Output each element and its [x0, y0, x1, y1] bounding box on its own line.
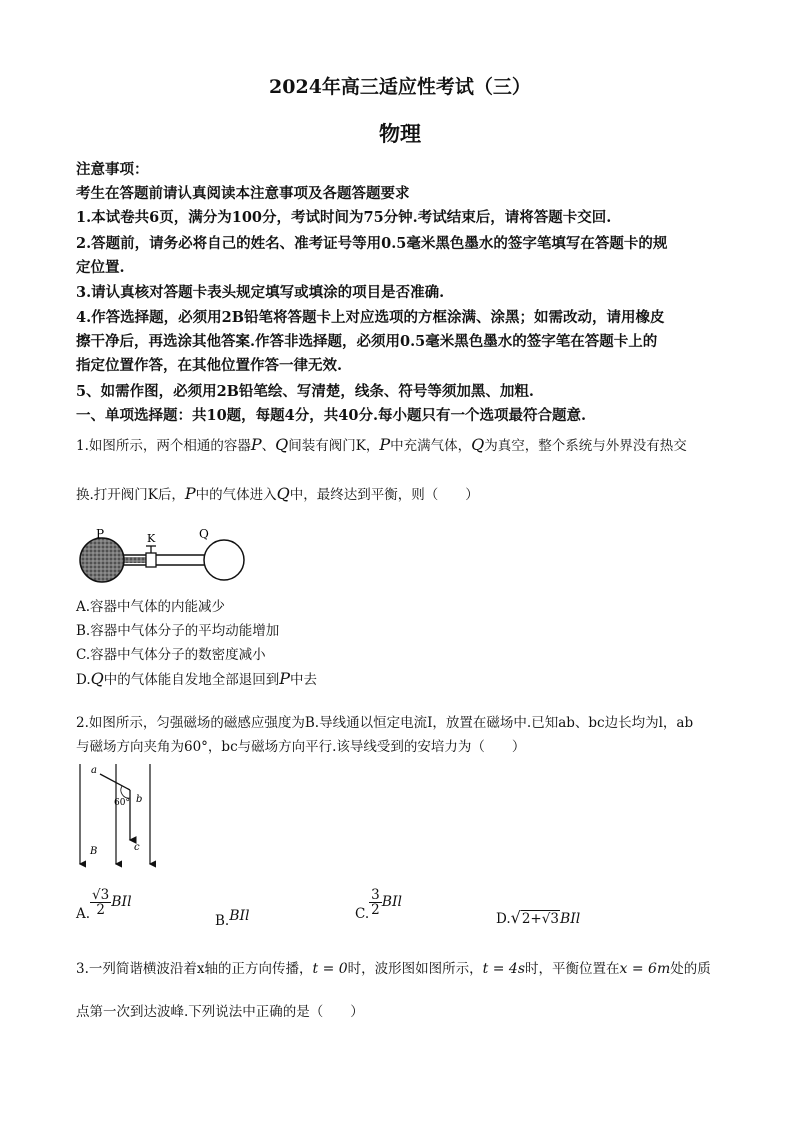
notice-item: 5、如需作图，必须用2B铅笔绘、写清楚，线条、符号等须加黑、加粗.	[76, 383, 534, 400]
exam-title: 2024年高三适应性考试（三）	[269, 76, 531, 98]
label-q: Q	[199, 527, 209, 541]
label-b: b	[136, 794, 143, 805]
q1-line1: 1.如图所示，两个相通的容器P、Q间装有阀门K，P中充满气体，Q为真空，整个系统与外界没有热交	[76, 435, 687, 454]
subject-title: 物理	[379, 121, 421, 146]
notice-item: 3.请认真核对答题卡表头规定填写或填涂的项目是否准确.	[76, 284, 445, 301]
notice-item: 4.作答选择题，必须用2B铅笔将答题卡上对应选项的方框涂满、涂黑；如需改动，请用橡皮	[76, 309, 665, 326]
q2-option-d: D.√2+√3BIl	[496, 908, 581, 927]
notice-heading: 注意事项：	[76, 161, 149, 178]
label-a: a	[91, 765, 97, 776]
notice-item: 1.本试卷共6页，满分为100分，考试时间为75分钟.考试结束后，请将答题卡交回.	[76, 209, 612, 226]
notice-item: 擦干净后，再选涂其他答案.作答非选择题，必须用0.5毫米黑色墨水的签字笔在答题卡上的	[76, 333, 658, 350]
label-p: P	[96, 527, 105, 541]
label-angle: 60°	[114, 798, 130, 808]
q1-container-figure	[74, 526, 254, 591]
q1-option-a: A.容器中气体的内能减少	[76, 599, 226, 615]
q2-line2: 与磁场方向夹角为60°，bc与磁场方向平行.该导线受到的安培力为（ ）	[76, 739, 526, 755]
notice-item: 指定位置作答，在其他位置作答一律无效.	[76, 357, 343, 374]
container-q	[204, 540, 244, 580]
q2-option-c: C. $\frac{3}{2}$ BIl	[355, 887, 403, 922]
q1-option-c: C.容器中气体分子的数密度减小	[76, 647, 266, 663]
valve-k	[146, 553, 156, 567]
q2-option-b: B.BIl	[215, 908, 250, 929]
q2-magnetic-field-figure	[72, 760, 162, 872]
label-c: c	[134, 842, 140, 853]
container-p	[80, 538, 124, 582]
section-title: 一、单项选择题：共10题，每题4分，共40分.每小题只有一个选项最符合题意.	[76, 407, 587, 424]
q2-option-a: A. $\frac{√3}{2}$ BIl	[76, 887, 132, 922]
q1-option-b: B.容器中气体分子的平均动能增加	[76, 623, 280, 639]
q1-option-d: D.Q中的气体能自发地全部退回到P中去	[76, 669, 318, 688]
q3-line2: 点第一次到达波峰.下列说法中正确的是（ ）	[76, 1004, 364, 1020]
notice-item: 定位置.	[76, 259, 125, 276]
label-field-b: B	[90, 846, 98, 857]
notice-lead: 考生在答题前请认真阅读本注意事项及各题答题要求	[76, 185, 410, 202]
label-k: K	[147, 532, 156, 545]
notice-item: 2.答题前，请务必将自己的姓名、准考证号等用0.5毫米黑色墨水的签字笔填写在答题卡的规	[76, 235, 668, 252]
q1-line2: 换.打开阀门K后，P中的气体进入Q中，最终达到平衡，则（ ）	[76, 484, 479, 503]
q3-line1: 3.一列简谐横波沿着x轴的正方向传播，t = 0时，波形图如图所示，t = 4s时，平衡位置在x = 6m处的质	[76, 961, 711, 977]
q2-line1: 2.如图所示，匀强磁场的磁感应强度为B.导线通以恒定电流I，放置在磁场中.已知ab、bc边长均为l，ab	[76, 715, 694, 731]
